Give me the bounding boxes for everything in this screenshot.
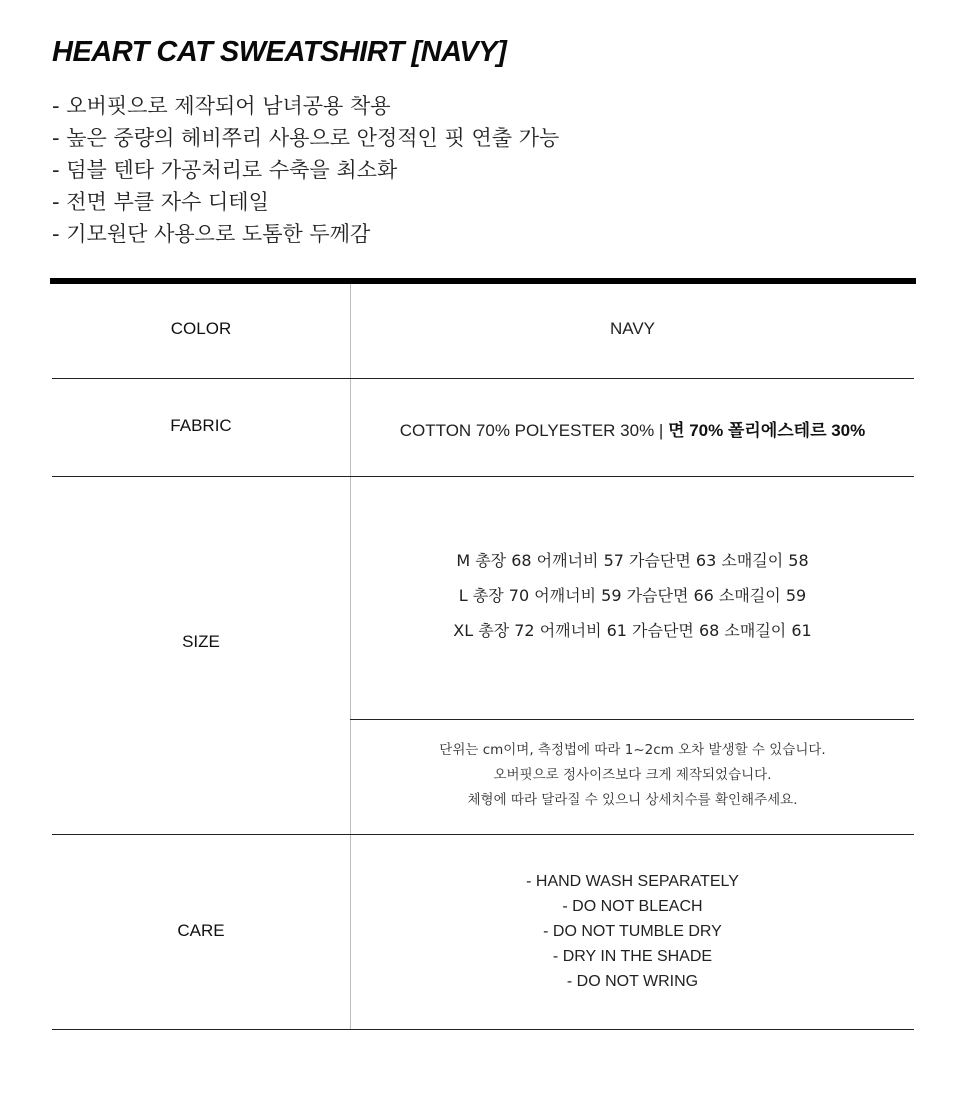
feature-item: - 오버핏으로 제작되어 남녀공용 착용 bbox=[52, 90, 559, 122]
size-row-xl: XL 총장 72 어깨너비 61 가슴단면 68 소매길이 61 bbox=[453, 621, 812, 640]
care-line: - DRY IN THE SHADE bbox=[552, 948, 713, 965]
fabric-separator: | bbox=[658, 421, 664, 440]
size-note: 단위는 cm이며, 측정법에 따라 1~2cm 오차 발생할 수 있습니다. bbox=[439, 742, 826, 758]
color-value: NAVY bbox=[609, 319, 656, 338]
row-divider bbox=[52, 834, 914, 835]
size-notes-divider bbox=[350, 719, 914, 720]
fabric-value-en: COTTON 70% POLYESTER 30% bbox=[399, 421, 655, 440]
feature-item: - 기모원단 사용으로 도톰한 두께감 bbox=[52, 218, 559, 250]
color-label: COLOR bbox=[170, 319, 232, 338]
row-divider bbox=[52, 476, 914, 477]
row-divider bbox=[52, 378, 914, 379]
table-top-border bbox=[50, 278, 916, 284]
size-label: SIZE bbox=[182, 632, 220, 651]
size-note: 오버핏으로 정사이즈보다 크게 제작되었습니다. bbox=[493, 767, 772, 783]
care-line: - DO NOT BLEACH bbox=[562, 898, 703, 915]
size-chart bbox=[351, 543, 914, 648]
fabric-value-ko: 면 70% 폴리에스테르 30% bbox=[668, 421, 866, 440]
size-row-m: M 총장 68 어깨너비 57 가슴단면 63 소매길이 58 bbox=[456, 551, 809, 570]
feature-item: - 높은 중량의 헤비쭈리 사용으로 안정적인 핏 연출 가능 bbox=[52, 122, 559, 154]
size-note: 체형에 따라 달라질 수 있으니 상세치수를 확인해주세요. bbox=[467, 792, 798, 808]
feature-list bbox=[52, 90, 559, 250]
product-title: HEART CAT SWEATSHIRT [NAVY] bbox=[52, 36, 507, 68]
care-label: CARE bbox=[177, 921, 225, 940]
fabric-value bbox=[351, 416, 914, 441]
fabric-label: FABRIC bbox=[170, 416, 232, 435]
size-row-l: L 총장 70 어깨너비 59 가슴단면 66 소매길이 59 bbox=[458, 586, 807, 605]
care-line: - HAND WASH SEPARATELY bbox=[526, 873, 739, 890]
size-notes bbox=[351, 738, 914, 813]
table-bottom-border bbox=[52, 1029, 914, 1030]
care-line: - DO NOT WRING bbox=[566, 973, 699, 990]
care-instructions bbox=[351, 869, 914, 994]
feature-item: - 전면 부클 자수 디테일 bbox=[52, 186, 559, 218]
feature-item: - 덤블 텐타 가공처리로 수축을 최소화 bbox=[52, 154, 559, 186]
care-line: - DO NOT TUMBLE DRY bbox=[543, 923, 722, 940]
